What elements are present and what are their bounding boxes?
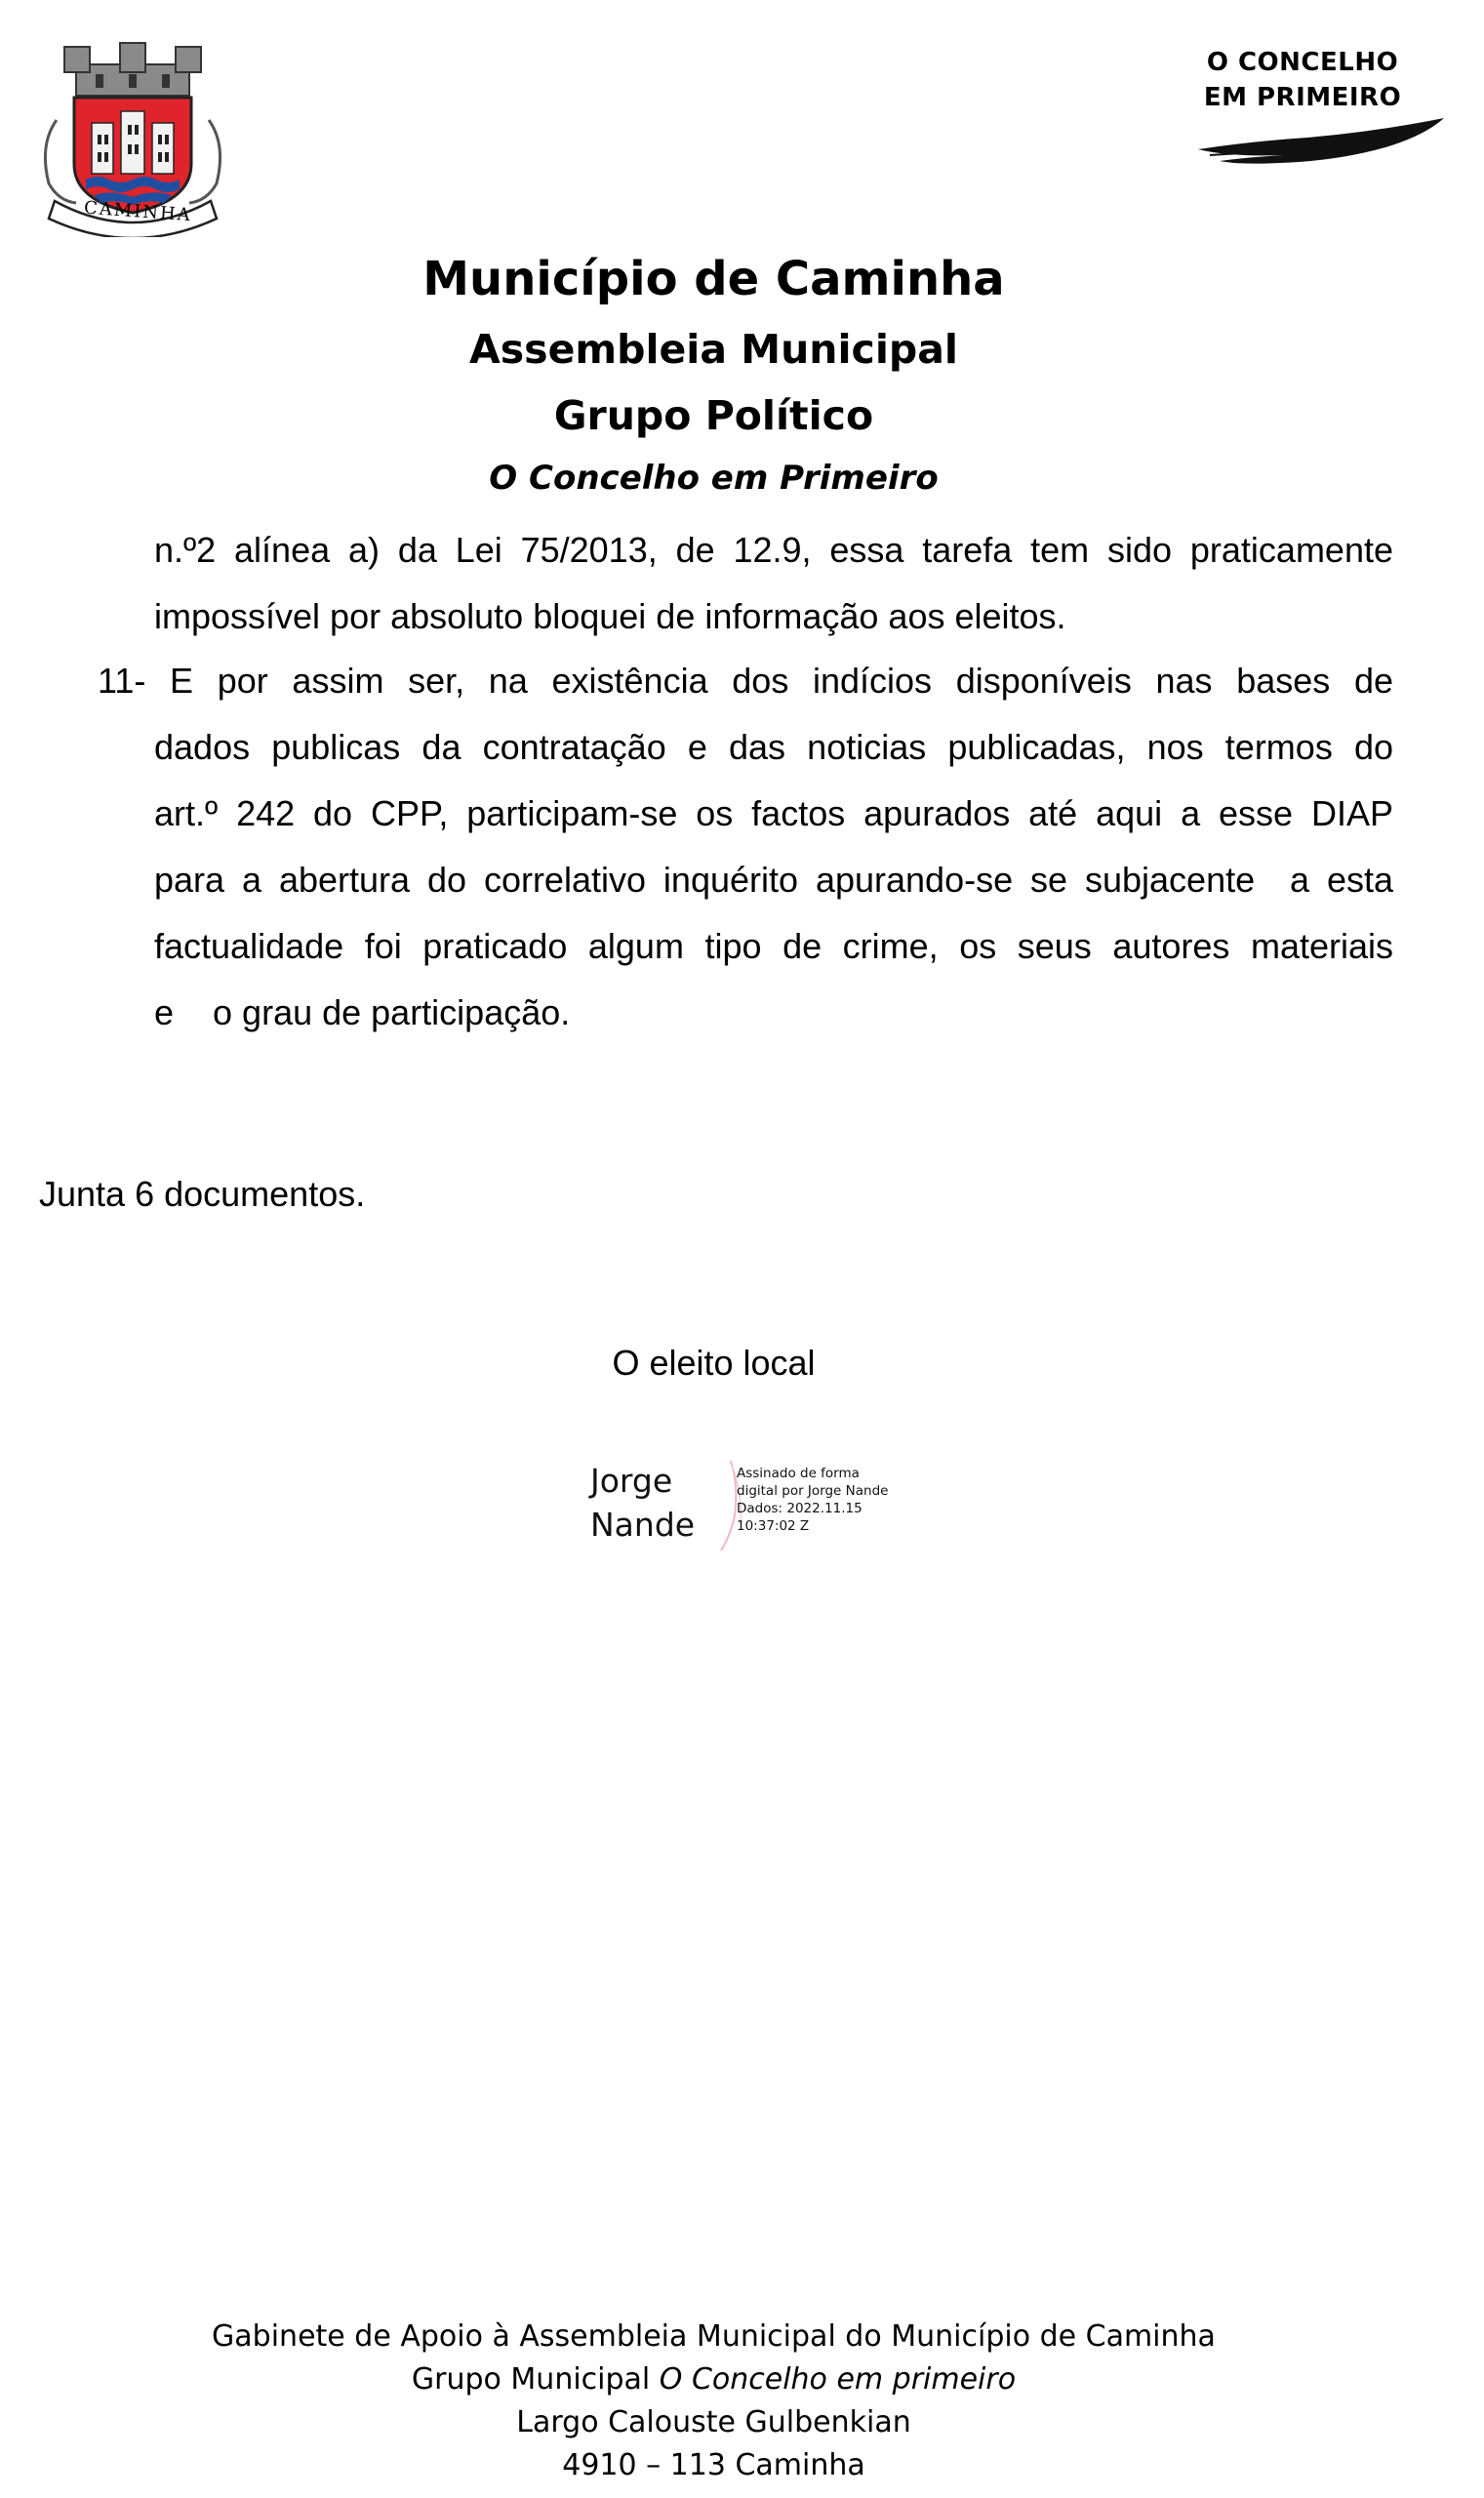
- page-title: Município de Caminha: [422, 252, 1005, 306]
- footer-office: Gabinete de Apoio à Assembleia Municipal do Município de Caminha: [212, 2319, 1216, 2354]
- text-line: e o grau de participação.: [154, 992, 571, 1032]
- signature-detail-line: Dados: 2022.11.15: [737, 1501, 862, 1516]
- digital-signature: [590, 1459, 902, 1556]
- party-logo-line2: EM PRIMEIRO: [1203, 83, 1402, 112]
- signer-last-name: Nande: [590, 1506, 696, 1544]
- footer-group-prefix: Grupo Municipal: [411, 2362, 660, 2397]
- item-11-first-line: [98, 648, 1393, 714]
- signature-detail-line: 10:37:02 Z: [737, 1518, 810, 1534]
- group-title: Grupo Político: [553, 392, 874, 439]
- text-line: 11- E por assim ser, na existência dos indícios disponíveis nas bases de: [98, 661, 1393, 701]
- signer-name: [590, 1459, 695, 1547]
- text-line: factualidade foi praticado algum tipo de crime, os seus autores materiais: [154, 926, 1393, 966]
- municipal-crest: [35, 37, 230, 237]
- text-line: art.º 242 do CPP, participam-se os factos apurados até aqui a esse DIAP: [154, 793, 1393, 833]
- signature-detail-line: digital por Jorge Nande: [737, 1483, 889, 1499]
- text-line: dados publicas da contratação e das noticias publicadas, nos termos do: [154, 727, 1393, 767]
- party-logo-line1: O CONCELHO: [1206, 48, 1399, 77]
- text-line: para a abertura do correlativo inquérito apurando-se se subjacente a esta: [154, 860, 1393, 900]
- paragraph-continued: [154, 517, 1393, 650]
- party-logo: [1190, 44, 1454, 181]
- text-line: n.º2 alínea a) da Lei 75/2013, de 12.9, essa tarefa tem sido praticamente: [154, 530, 1393, 570]
- signer-first-name: Jorge: [590, 1462, 673, 1500]
- footer-group-name: O Concelho em primeiro: [659, 2362, 1017, 2397]
- text-line: impossível por absoluto bloquei de informação aos eleitos.: [154, 596, 1066, 636]
- footer-postcode: 4910 – 113 Caminha: [562, 2448, 865, 2482]
- crest-motto: CAMINHA: [83, 197, 193, 226]
- signoff: O eleito local: [612, 1343, 816, 1383]
- footer-street: Largo Calouste Gulbenkian: [516, 2405, 911, 2439]
- signature-detail-line: Assinado de forma: [737, 1466, 860, 1481]
- signature-details: [737, 1465, 888, 1535]
- assembly-title: Assembleia Municipal: [469, 326, 958, 373]
- attachments-note: Junta 6 documentos.: [39, 1174, 366, 1214]
- item-11-paragraph: [154, 714, 1393, 1046]
- brush-stroke-icon: [1190, 112, 1454, 181]
- footer-group: [0, 2358, 1427, 2401]
- party-name-title: O Concelho em Primeiro: [489, 459, 939, 498]
